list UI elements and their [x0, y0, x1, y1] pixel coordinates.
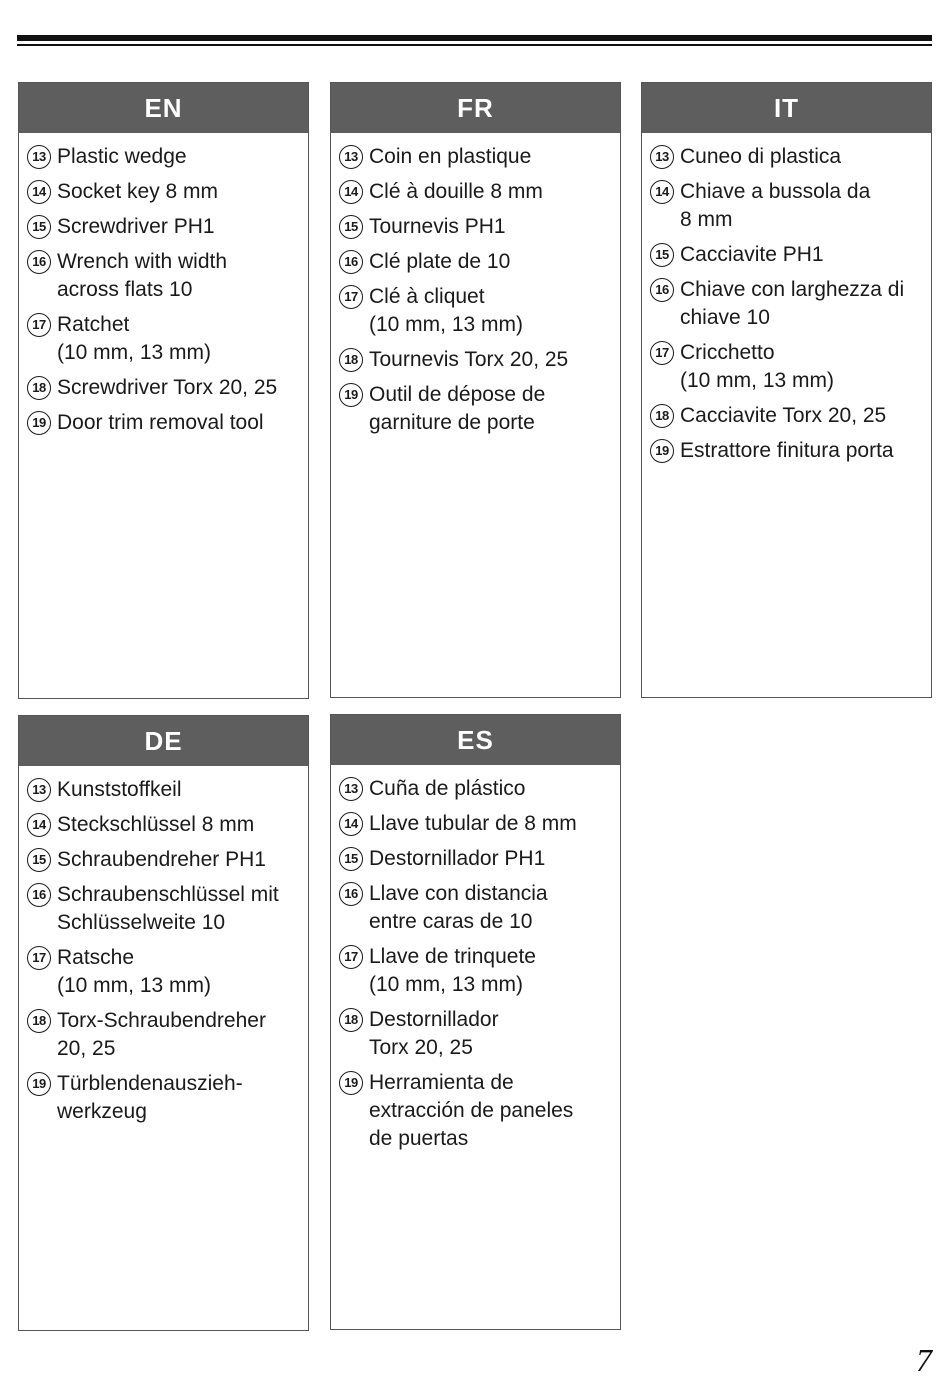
item-label: Wrench with width across flats 10 [57, 250, 228, 301]
list-item [339, 943, 612, 999]
item-label: Cricchetto (10 mm, 13 mm) [680, 341, 835, 392]
circled-number: 18 [339, 348, 363, 372]
circled-number: 14 [27, 813, 51, 837]
item-label: Clé à douille 8 mm [369, 180, 543, 203]
list-item [27, 944, 300, 1000]
tool-list [331, 765, 620, 1153]
list-item [339, 845, 612, 873]
list-item [339, 381, 612, 437]
tool-list [642, 133, 931, 465]
item-label: Cacciavite PH1 [680, 243, 824, 266]
item-label: Tournevis PH1 [369, 215, 506, 238]
list-item [650, 402, 923, 430]
list-item [339, 1069, 612, 1153]
item-label: Outil de dépose de garniture de porte [369, 383, 546, 434]
item-label: Chiave a bussola da 8 mm [680, 180, 871, 231]
circled-number: 16 [27, 250, 51, 274]
item-label: Ratsche (10 mm, 13 mm) [57, 946, 212, 997]
list-item [27, 1007, 300, 1063]
list-item [339, 775, 612, 803]
language-panel-es [330, 714, 621, 1330]
list-item [650, 178, 923, 234]
circled-number: 17 [339, 285, 363, 309]
item-label: Llave con distancia entre caras de 10 [369, 882, 548, 933]
header-rule-thin [17, 44, 932, 46]
item-label: Destornillador Torx 20, 25 [369, 1008, 499, 1059]
language-panel-fr [330, 82, 621, 698]
circled-number: 17 [27, 313, 51, 337]
circled-number: 13 [27, 778, 51, 802]
header-rule-thick [17, 35, 932, 41]
item-label: Schraubenschlüssel mit Schlüsselweite 10 [57, 883, 279, 934]
circled-number: 17 [650, 341, 674, 365]
circled-number: 18 [27, 1009, 51, 1033]
list-item [27, 374, 300, 402]
item-label: Screwdriver Torx 20, 25 [57, 376, 278, 399]
circled-number: 17 [27, 946, 51, 970]
language-panel-de [18, 715, 309, 1331]
list-item [27, 409, 300, 437]
circled-number: 18 [650, 404, 674, 428]
circled-number: 16 [650, 278, 674, 302]
item-label: Clé plate de 10 [369, 250, 511, 273]
list-item [27, 213, 300, 241]
circled-number: 14 [27, 180, 51, 204]
list-item [650, 143, 923, 171]
list-item [339, 810, 612, 838]
circled-number: 16 [339, 882, 363, 906]
list-item [339, 283, 612, 339]
circled-number: 13 [650, 145, 674, 169]
language-panel-en [18, 82, 309, 699]
item-label: Llave de trinquete (10 mm, 13 mm) [369, 945, 536, 996]
list-item [27, 1070, 300, 1126]
panel-header: IT [642, 83, 931, 133]
circled-number: 16 [339, 250, 363, 274]
item-label: Llave tubular de 8 mm [369, 812, 577, 835]
circled-number: 18 [339, 1008, 363, 1032]
list-item [339, 143, 612, 171]
item-label: Cuneo di plastica [680, 145, 842, 168]
circled-number: 17 [339, 945, 363, 969]
item-label: Kunststoffkeil [57, 778, 182, 801]
item-label: Clé à cliquet (10 mm, 13 mm) [369, 285, 524, 336]
list-item [650, 437, 923, 465]
circled-number: 15 [339, 847, 363, 871]
circled-number: 13 [339, 777, 363, 801]
list-item [27, 846, 300, 874]
panel-header: DE [19, 716, 308, 766]
item-label: Cuña de plástico [369, 777, 526, 800]
item-label: Chiave con larghezza di chiave 10 [680, 278, 905, 329]
circled-number: 14 [339, 180, 363, 204]
item-label: Cacciavite Torx 20, 25 [680, 404, 887, 427]
list-item [27, 811, 300, 839]
circled-number: 18 [27, 376, 51, 400]
item-label: Destornillador PH1 [369, 847, 546, 870]
list-item [339, 248, 612, 276]
circled-number: 19 [339, 1071, 363, 1095]
circled-number: 13 [339, 145, 363, 169]
item-label: Ratchet (10 mm, 13 mm) [57, 313, 212, 364]
circled-number: 13 [27, 145, 51, 169]
item-label: Door trim removal tool [57, 411, 264, 434]
circled-number: 19 [650, 439, 674, 463]
list-item [339, 880, 612, 936]
tool-list [331, 133, 620, 437]
item-label: Tournevis Torx 20, 25 [369, 348, 569, 371]
circled-number: 19 [27, 411, 51, 435]
list-item [27, 143, 300, 171]
item-label: Socket key 8 mm [57, 180, 219, 203]
circled-number: 15 [27, 215, 51, 239]
circled-number: 15 [339, 215, 363, 239]
page-number: 7 [916, 1342, 932, 1378]
list-item [650, 339, 923, 395]
circled-number: 15 [650, 243, 674, 267]
circled-number: 19 [339, 383, 363, 407]
tool-list [19, 133, 308, 437]
item-label: Screwdriver PH1 [57, 215, 215, 238]
list-item [650, 276, 923, 332]
list-item [27, 776, 300, 804]
list-item [339, 1006, 612, 1062]
list-item [27, 311, 300, 367]
panel-header: ES [331, 715, 620, 765]
list-item [339, 346, 612, 374]
list-item [27, 248, 300, 304]
circled-number: 14 [650, 180, 674, 204]
item-label: Coin en plastique [369, 145, 532, 168]
item-label: Herramienta de extracción de paneles de puertas [369, 1071, 574, 1150]
list-item [27, 881, 300, 937]
item-label: Türblendenauszieh- werkzeug [57, 1072, 243, 1123]
item-label: Steckschlüssel 8 mm [57, 813, 255, 836]
list-item [339, 213, 612, 241]
circled-number: 15 [27, 848, 51, 872]
panel-header: EN [19, 83, 308, 133]
list-item [27, 178, 300, 206]
circled-number: 19 [27, 1072, 51, 1096]
item-label: Torx-Schraubendreher 20, 25 [57, 1009, 266, 1060]
item-label: Plastic wedge [57, 145, 187, 168]
language-panel-it [641, 82, 932, 698]
circled-number: 14 [339, 812, 363, 836]
tool-list [19, 766, 308, 1126]
item-label: Estrattore finitura porta [680, 439, 894, 462]
circled-number: 16 [27, 883, 51, 907]
list-item [339, 178, 612, 206]
panel-header: FR [331, 83, 620, 133]
item-label: Schraubendreher PH1 [57, 848, 266, 871]
list-item [650, 241, 923, 269]
